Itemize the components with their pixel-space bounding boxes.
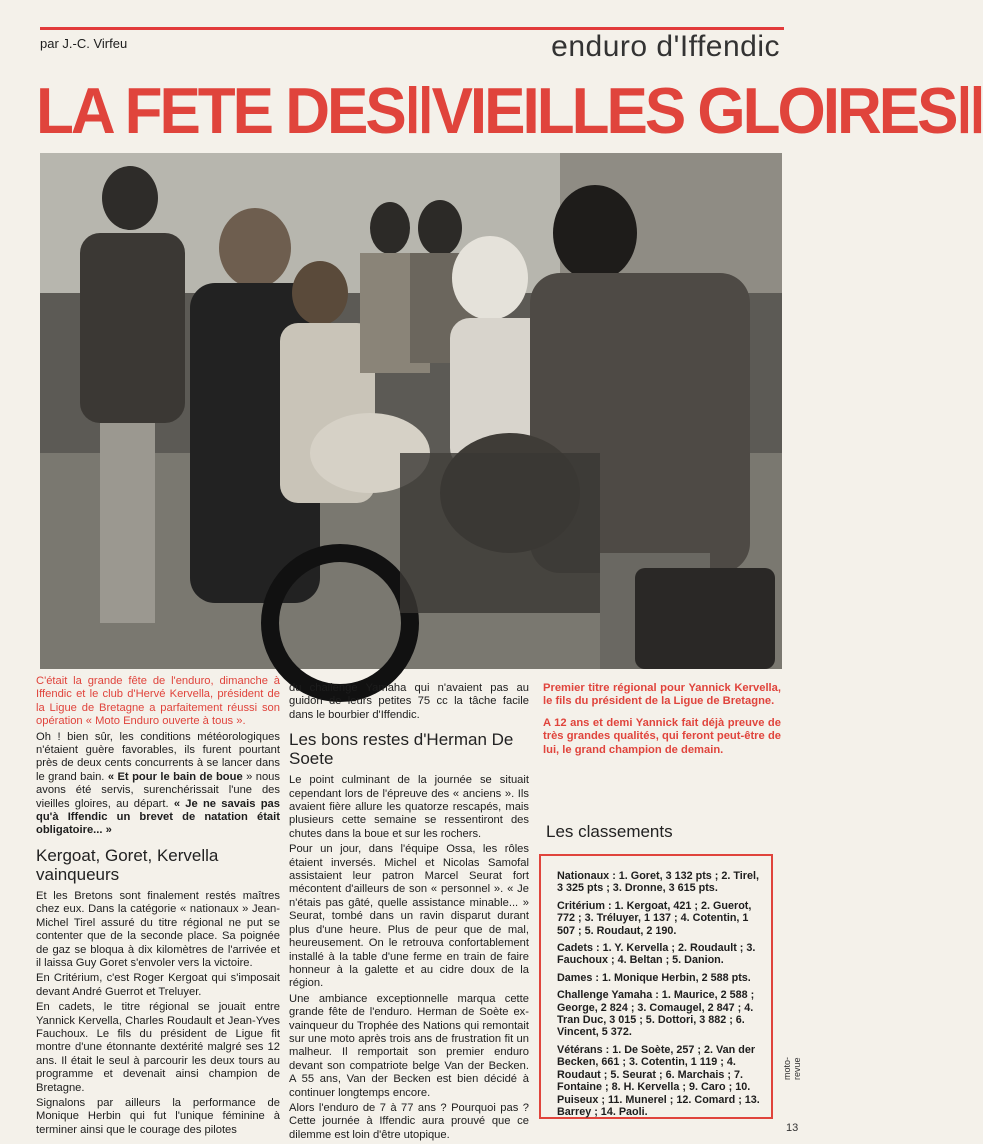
- intro-paragraph: [36, 731, 280, 838]
- main-photo: [40, 153, 782, 669]
- paragraph-criterium: En Critérium, c'est Roger Kergoat qui s'imposait devant André Guerrot et Treluyer.: [36, 972, 280, 998]
- intro-text-c: » nous avons été servis, surenchérissait l'une des vieilles gloires, au départ.: [36, 770, 280, 810]
- paragraph-conclusion: Alors l'enduro de 7 à 77 ans ? Pourquoi pas ? Cette journée à Iffendic aura prouvé que ce dilemme est loin d'être utopique.: [289, 1101, 529, 1141]
- classement-entry: Nationaux : 1. Goret, 3 132 pts ; 2. Tirel, 3 325 pts ; 3. Dronne, 3 615 pts.: [557, 870, 760, 895]
- caption-yannick: Premier titre régional pour Yannick Kervella, le fils du président de la Ligue de Bretagne.: [543, 682, 781, 708]
- column-3: [543, 682, 781, 759]
- photo-illustration: [40, 153, 782, 669]
- classement-entry: Challenge Yamaha : 1. Maurice, 2 588 ; George, 2 824 ; 3. Comaugel, 2 847 ; 4. Tran Duc, 3 015 ; 5. Dottori, 3 882 ; 6. Vincent, 5 372.: [557, 989, 755, 1039]
- column-2: [289, 682, 529, 1144]
- classement-entry: Vétérans : 1. De Soète, 257 ; 2. Van der Becken, 661 ; 3. Cotentin, 1 119 ; 4. Roudaut ; 5. Seurat ; 6. Marchais ; 7. Fontaine ; 8. H. Kervella ; 9. Caro ; 10. Puiseux ; 11. Munerel ; 12. Comard ; 13. Barrey ; 14. Paoli.: [557, 1043, 760, 1118]
- paragraph-signalons: Signalons par ailleurs la performance de Monique Herbin qui fut l'unique féminine à terminer ainsi que le courage des pilotes: [36, 1096, 280, 1136]
- intro-text-b: « Et pour le bain de boue: [107, 770, 243, 783]
- byline: par J.-C. Virfeu: [40, 36, 128, 51]
- classement-entry: Critérium : 1. Kergoat, 421 ; 2. Guerot, 772 ; 3. Tréluyer, 1 137 ; 4. Cotentin, 1 507 ; 5. Roudaut, 2 190.: [557, 899, 752, 937]
- classement-entry: Cadets : 1. Y. Kervella ; 2. Roudault ; 3. Fauchoux ; 4. Beltan ; 5. Danion.: [557, 942, 756, 967]
- subhead-de-soete: Les bons restes d'Herman De Soete: [289, 730, 514, 769]
- classements-box: [539, 854, 773, 1119]
- paragraph-yamaha: du challenge Yamaha qui n'avaient pas au guidon de leurs petites 75 cc la tâche facile dans le bourbier d'Iffendic.: [289, 682, 529, 721]
- classement-entry: Dames : 1. Monique Herbin, 2 588 pts.: [557, 971, 751, 984]
- page-number: 13: [786, 1122, 799, 1134]
- paragraph-cadets: En cadets, le titre régional se jouait entre Yannick Kervella, Charles Roudault et Jean-Yves Fauchoux. Le fils du président de Ligue fit montre d'une étonnante dextérité malgré ses 12 ans. Il était le seul à parcourir les deux tours au programme et devenait ainsi champion de Bretagne.: [36, 1001, 280, 1094]
- caption-yannick-2: A 12 ans et demi Yannick fait déjà preuve de très grandes qualités, qui feront peut-être de lui, le grand champion de demain.: [543, 716, 781, 756]
- paragraph-nationaux: Et les Bretons sont finalement restés maîtres chez eux. Dans la catégorie « nationaux » Jean-Michel Tirel assuré du titre régional ne put se contenter que de la seconde place. Sa poignée de gaz se bloqua à dix kilomètres de l'arrivée et il laissa Guy Goret s'envoler vers la victoire.: [36, 889, 280, 969]
- headline: LA FETE DES‖VIEILLES GLOIRES‖: [36, 75, 983, 148]
- column-1: [36, 675, 280, 1139]
- section-title: enduro d'Iffendic: [551, 30, 780, 63]
- paragraph-ambiance: Une ambiance exceptionnelle marqua cette grande fête de l'enduro. Herman de Soète ex-vainqueur du Trophée des Nations qui remontait sur une moto après trois ans de frustration fit un malheur. Il remportait son premier enduro devant son compatriote belge Van der Becken. A 55 ans, Van der Becken est bien décidé à continuer longtemps encore.: [289, 992, 529, 1099]
- side-credit: moto-revue: [782, 1056, 802, 1080]
- classements-title: Les classements: [546, 822, 673, 841]
- intro-text-a: Oh ! bien sûr, les conditions météorologiques n'étaient guère favorables, ils furent pourtant près de deux cents concurrents à se lancer dans le grand bain.: [36, 730, 280, 783]
- paragraph-ossa: Pour un jour, dans l'équipe Ossa, les rôles étaient inversés. Michel et Nicolas Samofal assistaient leur patron Marcel Seurat fort mécontent d'ailleurs de son « personnel ». « Je n'étais pas gâté, quelle assistance minable... » Seurat, tombé dans un ravin disparut durant plus d'une heure. Plus de peur que de mal, heureusement. On le retrouva confortablement installé à la table d'une ferme en train de faire honneur à la galette et au cidre doux de la région.: [289, 843, 529, 990]
- subhead-winners: Kergoat, Goret, Kervella vainqueurs: [36, 845, 219, 884]
- photo-caption: C'était la grande fête de l'enduro, dimanche à Iffendic et le club d'Hervé Kervella, président de la Ligue de Bretagne a parfaitement réussi son opération « Moto Enduro ouverte à tous ».: [36, 675, 280, 728]
- paragraph-anciens: Le point culminant de la journée se situait cependant lors de l'épreuve des « anciens ». Ils avaient fière allure les quatorze rescapés, mais plusieurs cette semaine se ressentiront des chutes dans la boue et sur les rochers.: [289, 774, 529, 840]
- intro-text-d: « Je ne savais pas qu'à Iffendic un brevet de natation était obligatoire... »: [36, 797, 280, 837]
